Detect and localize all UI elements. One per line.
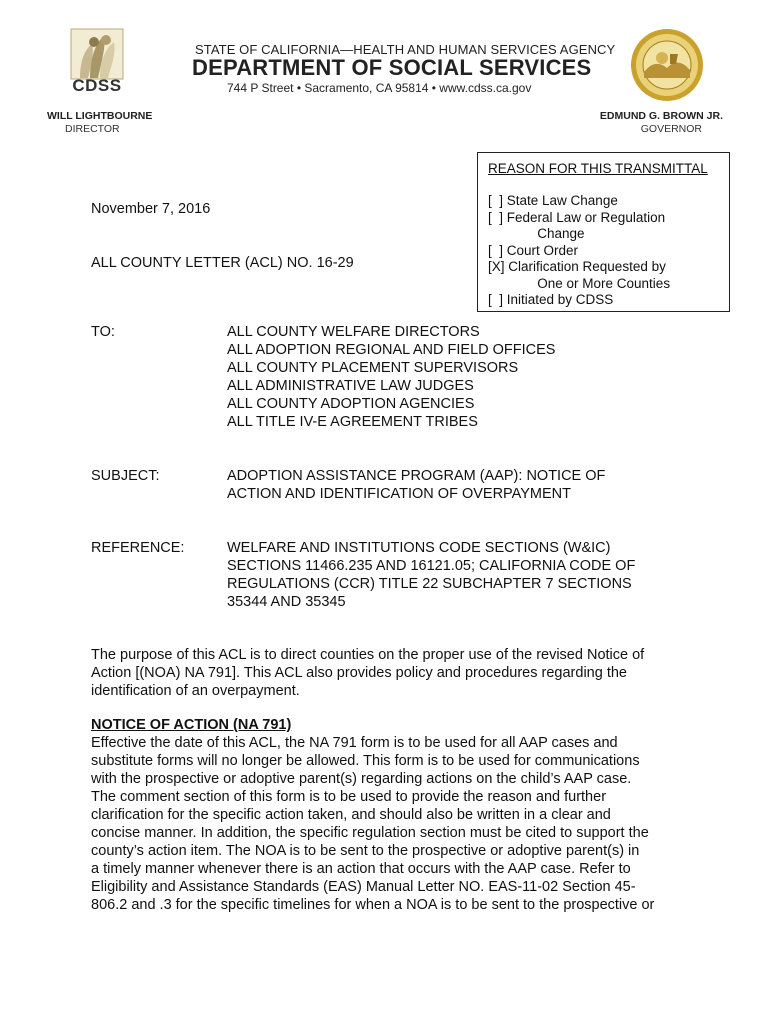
noa-line: with the prospective or adoptive parent(s) regarding actions on the child’s AAP case.	[91, 771, 632, 787]
reference-line: WELFARE AND INSTITUTIONS CODE SECTIONS (W&IC)	[227, 540, 611, 556]
to-label: TO:	[91, 324, 115, 340]
purpose-line: Action [(NOA) NA 791]. This ACL also provides policy and procedures regarding the	[91, 665, 627, 681]
noa-line: a timely manner whenever there is an action that occurs with the AAP case. Refer to	[91, 861, 631, 877]
noa-line: concise manner. In addition, the specific regulation section must be cited to support the	[91, 825, 649, 841]
noa-heading: NOTICE OF ACTION (NA 791)	[91, 717, 292, 733]
to-line: ALL TITLE IV-E AGREEMENT TRIBES	[227, 414, 478, 430]
transmittal-title: REASON FOR THIS TRANSMITTAL	[488, 161, 708, 176]
to-line: ALL COUNTY PLACEMENT SUPERVISORS	[227, 360, 519, 376]
reference-line: 35344 AND 35345	[227, 594, 346, 610]
to-line: ALL COUNTY WELFARE DIRECTORS	[227, 324, 480, 340]
department-name: DEPARTMENT OF SOCIAL SERVICES	[192, 55, 592, 80]
reference-line: SECTIONS 11466.235 AND 16121.05; CALIFORNIA CODE OF	[227, 558, 636, 574]
director-title: DIRECTOR	[65, 123, 120, 135]
noa-line: clarification for the specific action taken, and should also be written in a clear and	[91, 807, 611, 823]
noa-line: Eligibility and Assistance Standards (EAS) Manual Letter NO. EAS-11-02 Section 45-	[91, 879, 636, 895]
purpose-line: identification of an overpayment.	[91, 683, 300, 699]
state-seal	[630, 28, 704, 102]
transmittal-line: [ ] Initiated by CDSS	[488, 292, 614, 307]
noa-line: 806.2 and .3 for the specific timelines for when a NOA is to be sent to the prospective or	[91, 897, 655, 913]
reference-line: REGULATIONS (CCR) TITLE 22 SUBCHAPTER 7 SECTIONS	[227, 576, 632, 592]
subject-line: ADOPTION ASSISTANCE PROGRAM (AAP): NOTICE OF	[227, 468, 606, 484]
director-name: WILL LIGHTBOURNE	[47, 110, 153, 122]
acl-number: ALL COUNTY LETTER (ACL) NO. 16-29	[91, 255, 354, 271]
transmittal-line: Change	[511, 226, 585, 241]
to-line: ALL COUNTY ADOPTION AGENCIES	[227, 396, 475, 412]
cdss-logo	[70, 28, 124, 80]
transmittal-line: One or More Counties	[511, 275, 671, 291]
letter-date: November 7, 2016	[91, 201, 211, 217]
governor-name: EDMUND G. BROWN JR.	[599, 110, 723, 122]
purpose-line: The purpose of this ACL is to direct counties on the proper use of the revised Notice of	[91, 647, 645, 663]
to-line: ALL ADMINISTRATIVE LAW JUDGES	[227, 378, 474, 394]
noa-line: Effective the date of this ACL, the NA 791 form is to be used for all AAP cases and	[91, 735, 618, 751]
subject-line: ACTION AND IDENTIFICATION OF OVERPAYMENT	[227, 486, 571, 502]
reference-label: REFERENCE:	[91, 540, 185, 556]
logo-text: CDSS	[72, 76, 122, 95]
to-line: ALL ADOPTION REGIONAL AND FIELD OFFICES	[227, 342, 556, 358]
noa-line: substitute forms will no longer be allowed. This form is to be used for communications	[91, 753, 640, 769]
department-address: 744 P Street • Sacramento, CA 95814 • www.cdss.ca.gov	[227, 81, 532, 95]
governor-title: GOVERNOR	[640, 123, 702, 135]
transmittal-line: [ ] Court Order	[488, 242, 579, 258]
noa-line: county’s action item. The NOA is to be sent to the prospective or adoptive parent(s) in	[91, 843, 640, 859]
transmittal-line: [X] Clarification Requested by	[488, 259, 666, 274]
transmittal-line: [ ] Federal Law or Regulation	[488, 209, 666, 225]
transmittal-line: [ ] State Law Change	[488, 193, 618, 208]
agency-line: STATE OF CALIFORNIA—HEALTH AND HUMAN SERVICES AGENCY	[195, 42, 616, 57]
noa-line: The comment section of this form is to be used to provide the reason and further	[91, 789, 607, 805]
subject-label: SUBJECT:	[91, 468, 160, 484]
